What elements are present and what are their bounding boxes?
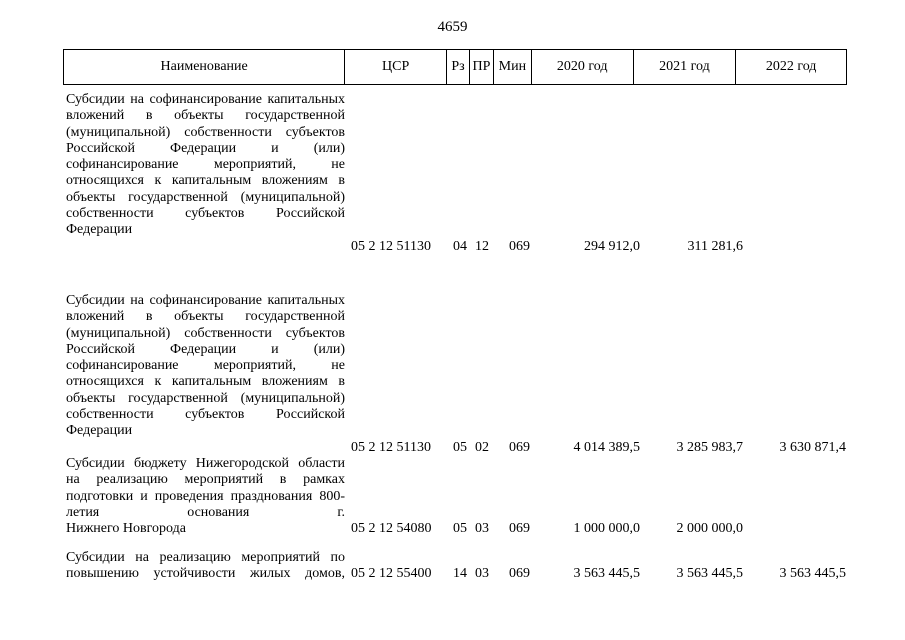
row-value-2020: 1 000 000,0 — [573, 521, 640, 537]
row-name-line: празднования 800-летия основания г. — [66, 488, 346, 520]
header-2021: 2021 год — [634, 50, 737, 84]
row-rz: 04 — [453, 238, 467, 254]
row-name-line: рамках подготовки и проведения — [66, 472, 345, 504]
row-name-line: Федерации и (или) софинансирование — [66, 140, 345, 173]
row-name-last-line: Федерации — [66, 222, 133, 238]
row-csr: 05 2 12 54080 — [351, 521, 432, 537]
header-pr: ПР — [470, 50, 494, 84]
row-name-line: области на реализацию мероприятий в — [66, 456, 345, 488]
row-name-line: государственной (муниципальной) — [128, 390, 345, 406]
row-value-2022: 3 630 871,4 — [779, 439, 846, 455]
row-name — [66, 550, 345, 583]
row-name — [66, 456, 345, 537]
row-name-line: собственности субъектов Российской — [66, 407, 345, 423]
row-value-2021: 2 000 000,0 — [676, 521, 743, 537]
row-name-line: Субсидии бюджету Нижегородской — [66, 456, 289, 471]
page-number: 4659 — [437, 19, 468, 35]
row-pr: 03 — [475, 521, 489, 537]
row-min: 069 — [509, 521, 530, 537]
row-name-line: Федерации и (или) софинансирование — [66, 341, 345, 374]
row-name-line: капитальным вложениям в объекты — [66, 173, 345, 205]
row-rz: 14 — [453, 566, 467, 582]
row-value-2022: 3 563 445,5 — [779, 566, 846, 582]
row-min: 069 — [509, 439, 530, 455]
row-value-2021: 3 563 445,5 — [676, 566, 743, 582]
row-name-line: Субсидии на реализацию мероприятий по — [66, 550, 345, 565]
row-name-line: государственной (муниципальной) — [66, 309, 345, 341]
row-value-2020: 294 912,0 — [584, 238, 640, 254]
row-pr: 12 — [475, 238, 489, 254]
row-name — [66, 92, 345, 239]
row-min: 069 — [509, 238, 530, 254]
header-rz: Рз — [447, 50, 470, 84]
row-min: 069 — [509, 566, 530, 582]
table-header — [63, 49, 847, 85]
row-value-2020: 4 014 389,5 — [573, 439, 640, 455]
row-value-2020: 3 563 445,5 — [573, 566, 640, 582]
row-name-line: собственности субъектов Российской — [66, 325, 345, 357]
row-value-2021: 311 281,6 — [687, 238, 743, 254]
row-csr: 05 2 12 51130 — [351, 439, 431, 455]
row-name-line: мероприятий, не относящихся к — [66, 358, 345, 390]
row-csr: 05 2 12 51130 — [351, 238, 431, 254]
row-name-line: Субсидии на софинансирование — [66, 293, 262, 308]
row-name-line: повышению устойчивости жилых домов, — [66, 566, 345, 582]
header-2020: 2020 год — [532, 50, 634, 84]
header-name: Наименование — [64, 50, 345, 84]
row-name-line: Субсидии на софинансирование — [66, 92, 262, 107]
row-name-last-line: Нижнего Новгорода — [66, 521, 186, 537]
row-name-line: мероприятий, не относящихся к — [66, 157, 345, 189]
row-name-line: капитальным вложениям в объекты — [66, 374, 345, 406]
row-csr: 05 2 12 55400 — [351, 566, 432, 582]
row-pr: 03 — [475, 566, 489, 582]
row-rz: 05 — [453, 439, 467, 455]
header-2022: 2022 год — [765, 59, 817, 74]
row-name-line: собственности субъектов Российской — [66, 124, 345, 156]
row-name-line: капитальных вложений в объекты — [66, 293, 346, 325]
row-rz: 05 — [453, 521, 467, 537]
header-min: Мин — [494, 50, 532, 84]
header-csr: ЦСР — [345, 50, 447, 84]
row-name — [66, 293, 345, 440]
row-name-line: государственной (муниципальной) — [128, 189, 345, 205]
row-name-last-line: Федерации — [66, 423, 133, 439]
row-name-line: государственной (муниципальной) — [66, 108, 345, 140]
row-name-line: собственности субъектов Российской — [66, 206, 345, 222]
row-name-line: капитальных вложений в объекты — [66, 92, 346, 124]
row-value-2021: 3 285 983,7 — [676, 439, 743, 455]
row-pr: 02 — [475, 439, 489, 455]
